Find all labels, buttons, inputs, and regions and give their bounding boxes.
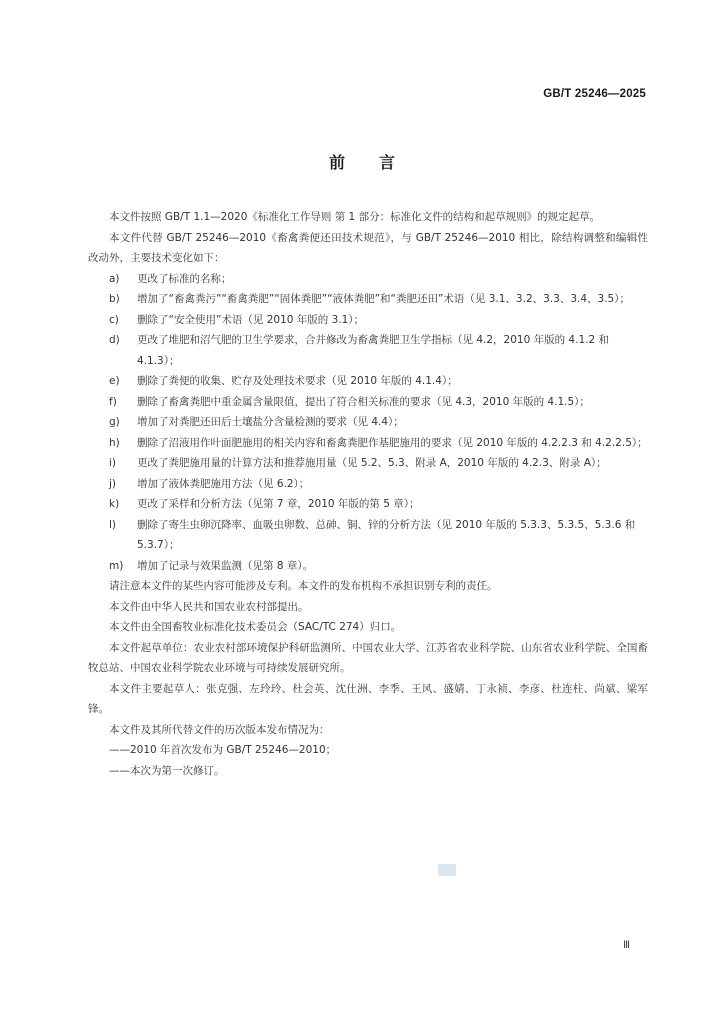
list-marker: m) xyxy=(109,559,124,572)
drafters: 本文件主要起草人：张克强、左玲玲、杜会英、沈仕洲、李季、王风、盛婧、丁永祯、李彦、杜连柱、尚斌、梁军锋。 xyxy=(88,682,648,715)
list-item-text: 增加了记录与效果监测（见第 8 章）。 xyxy=(137,559,314,572)
watermark-mark xyxy=(438,864,456,876)
list-item-text: 更改了堆肥和沼气肥的卫生学要求，合并修改为畜禽粪肥卫生学指标（见 4.2，2010 年版的 4.1.2 和 4.1.3）； xyxy=(137,334,609,367)
list-item-text: 更改了标准的名称； xyxy=(137,272,232,285)
proposer-statement: 本文件由中华人民共和国农业农村部提出。 xyxy=(109,600,309,613)
list-item xyxy=(88,289,648,310)
list-marker: j) xyxy=(109,477,117,490)
list-item xyxy=(88,515,648,556)
list-item-text: 增加了对粪肥还田后土壤盐分含量检测的要求（见 4.4）； xyxy=(137,416,404,428)
version-history-item: ——本次为第一次修订。 xyxy=(109,764,225,777)
list-item xyxy=(88,392,648,413)
list-item xyxy=(88,494,648,515)
list-marker: l) xyxy=(109,518,117,531)
page-number: Ⅲ xyxy=(623,940,630,951)
list-item-text: 删除了寄生虫卵沉降率、血吸虫卵数、总砷、铜、锌的分析方法（见 2010 年版的 5.3.3、5.3.5、5.3.6 和 5.3.7）； xyxy=(137,518,636,551)
list-item xyxy=(88,556,648,577)
list-item xyxy=(88,330,648,371)
list-item-text: 删除了畜禽粪肥中重金属含量限值，提出了符合相关标准的要求（见 4.3，2010 年版的 4.1.5）； xyxy=(137,395,590,408)
list-item-text: 更改了采样和分析方法（见第 7 章，2010 年版的第 5 章）； xyxy=(137,498,420,510)
list-item-text: 删除了粪便的收集、贮存及处理技术要求（见 2010 年版的 4.1.4）； xyxy=(137,375,458,387)
intro-paragraph: 本文件按照 GB/T 1.1—2020《标准化工作导则 第 1 部分：标准化文件的结构和起草规则》的规定起草。 xyxy=(109,211,601,223)
list-marker: g) xyxy=(109,416,120,428)
list-marker: e) xyxy=(109,375,120,387)
list-item-text: 删除了“安全使用”术语（见 2010 年版的 3.1）； xyxy=(137,313,365,326)
list-marker: b) xyxy=(109,293,120,305)
drafting-organizations: 本文件起草单位：农业农村部环境保护科研监测所、中国农业大学、江苏省农业科学院、山东省农业科学院、全国畜牧总站、中国农业科学院农业环境与可持续发展研究所。 xyxy=(88,641,648,674)
list-marker: d) xyxy=(109,334,120,346)
intro-paragraph: 本文件代替 GB/T 25246—2010《畜禽粪便还田技术规范》，与 GB/T 25246—2010 相比，除结构调整和编辑性改动外，主要技术变化如下： xyxy=(88,231,648,264)
list-marker: h) xyxy=(109,436,120,449)
list-item xyxy=(88,474,648,495)
list-marker: k) xyxy=(109,498,120,510)
list-marker: c) xyxy=(109,313,119,326)
list-item-text: 增加了“畜禽粪污”“畜禽粪肥”“固体粪肥”“液体粪肥”和“粪肥还田”术语（见 3.1、3.2、3.3、3.4、3.5）； xyxy=(137,293,630,305)
list-marker: i) xyxy=(109,457,117,469)
patent-notice: 请注意本文件的某些内容可能涉及专利。本文件的发布机构不承担识别专利的责任。 xyxy=(109,580,498,592)
list-item-text: 删除了沼液用作叶面肥施用的相关内容和畜禽粪肥作基肥施用的要求（见 2010 年版的 4.2.2.3 和 4.2.2.5）； xyxy=(137,436,648,449)
list-marker: f) xyxy=(109,395,117,408)
version-history-intro: 本文件及其所代替文件的历次版本发布情况为： xyxy=(109,723,330,736)
list-item xyxy=(88,433,648,454)
list-item-text: 增加了液体粪肥施用方法（见 6.2）； xyxy=(137,477,310,490)
standard-code: GB/T 25246—2025 xyxy=(543,88,646,100)
preface-body xyxy=(88,207,648,781)
list-item xyxy=(88,310,648,331)
list-marker: a) xyxy=(109,272,120,285)
list-item xyxy=(88,453,648,474)
technical-changes-list xyxy=(88,269,648,577)
version-history-item: ——2010 年首次发布为 GB/T 25246—2010； xyxy=(109,744,337,756)
list-item xyxy=(88,412,648,433)
committee-statement: 本文件由全国畜牧业标准化技术委员会（SAC/TC 274）归口。 xyxy=(109,621,402,633)
list-item xyxy=(88,269,648,290)
page-title: 前言 xyxy=(328,153,429,172)
list-item xyxy=(88,371,648,392)
list-item-text: 更改了粪肥施用量的计算方法和推荐施用量（见 5.2、5.3、附录 A，2010 年版的 4.2.3、附录 A）； xyxy=(137,457,607,469)
